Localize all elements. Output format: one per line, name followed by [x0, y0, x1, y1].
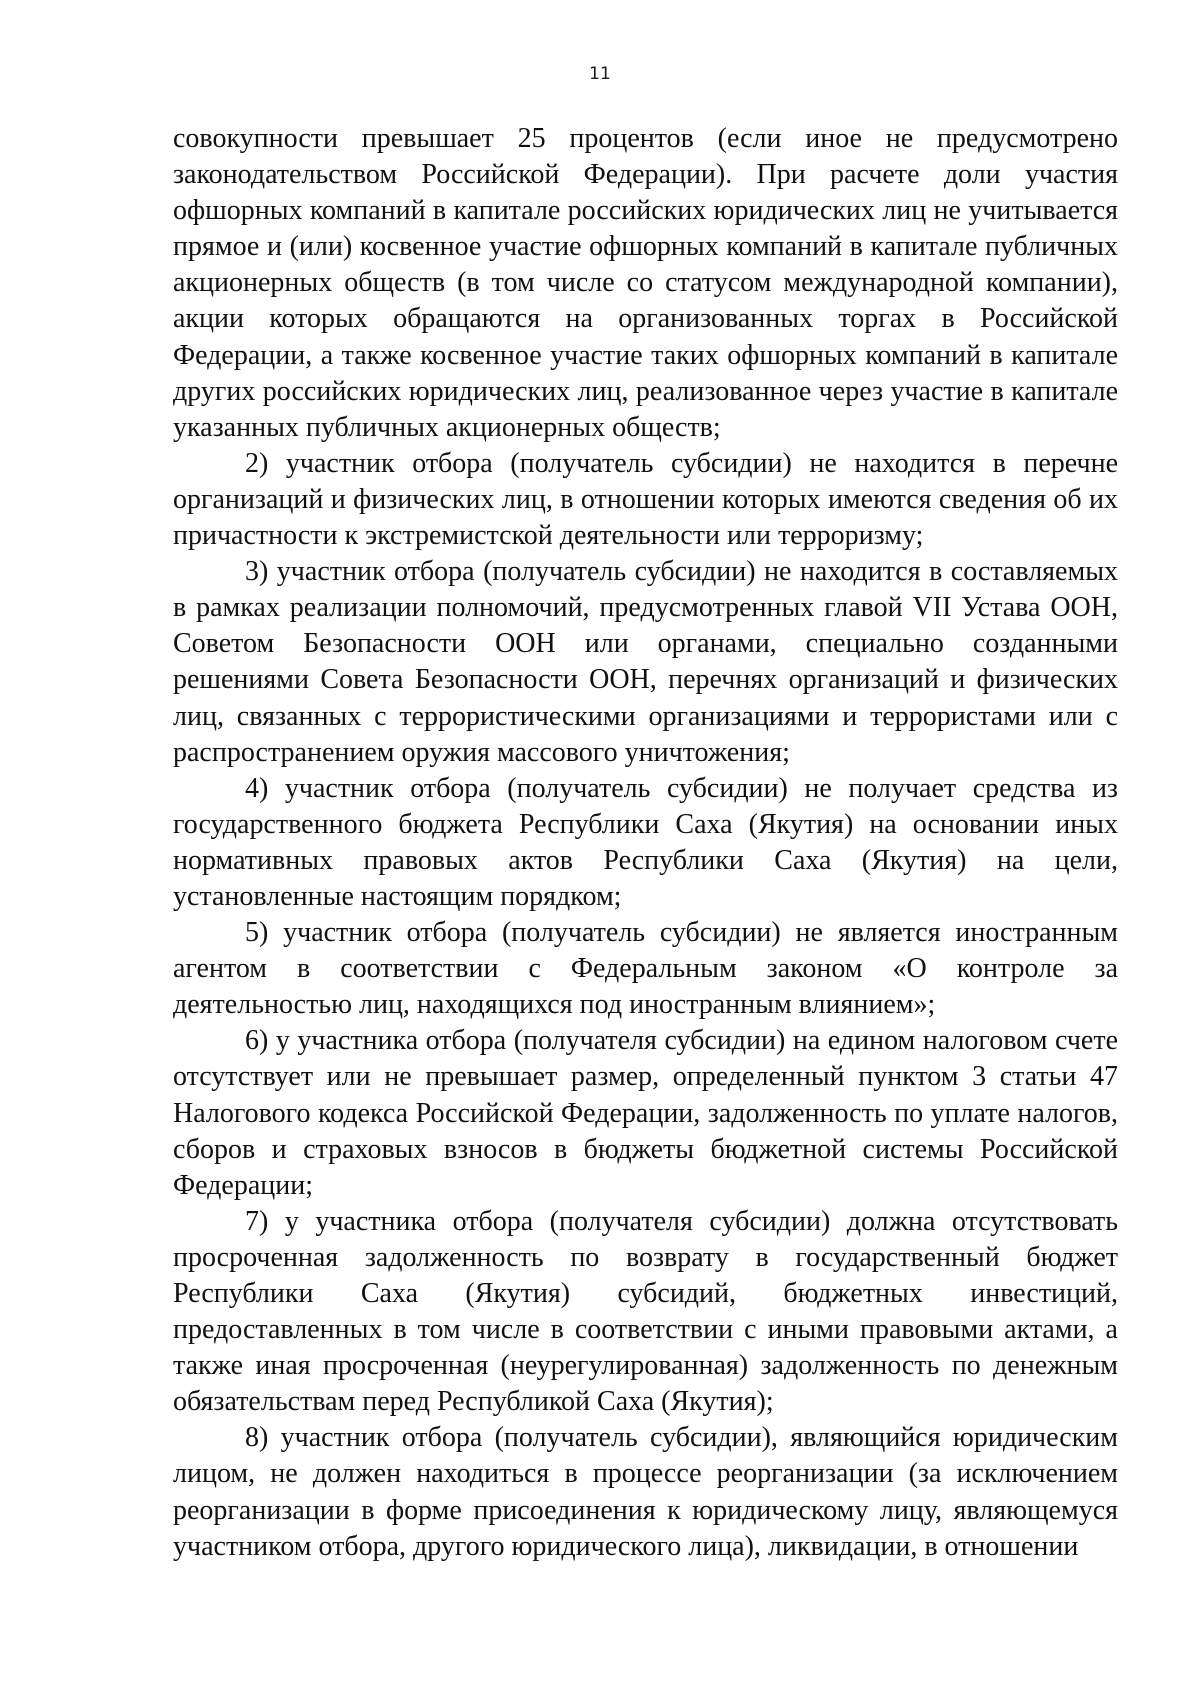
- paragraph-continuation: совокупности превышает 25 процентов (если иное не предусмотрено законодательством Российской Федерации). При расчете доли участия офшорных компаний в капитале российских юридических лиц не учитывается прямое и (или) косвенное участие офшорных компаний в капитале публичных акционерных обществ (в том числе со статусом международной компании), акции которых обращаются на организованных торгах в Российской Федерации, а также косвенное участие таких офшорных компаний в капитале других российских юридических лиц, реализованное через участие в капитале указанных публичных акционерных обществ;: [173, 123, 1118, 443]
- paragraph-item-8: 8) участник отбора (получатель субсидии), являющийся юридическим лицом, не должен находиться в процессе реорганизации (за исключением реорганизации в форме присоединения к юридическому лицу, являющемуся участником отбора, другого юридического лица), ликвидации, в отношении: [173, 1422, 1118, 1562]
- paragraph-item-6: 6) у участника отбора (получателя субсидии) на едином налоговом счете отсутствует или не превышает размер, определенный пунктом 3 статьи 47 Налогового кодекса Российской Федерации, задолженность по уплате налогов, сборов и страховых взносов в бюджеты бюджетной системы Российской Федерации;: [173, 1025, 1118, 1201]
- paragraph-item-3: 3) участник отбора (получатель субсидии) не находится в составляемых в рамках реализации полномочий, предусмотренных главой VII Устава ООН, Советом Безопасности ООН или органами, специально созданными решениями Совета Безопасности ООН, перечнях организаций и физических лиц, связанных с террористическими организациями и террористами или с распространением оружия массового уничтожения;: [173, 556, 1118, 768]
- page-number: 11: [589, 64, 611, 84]
- paragraph-item-2: 2) участник отбора (получатель субсидии) не находится в перечне организаций и физических лиц, в отношении которых имеются сведения об их причастности к экстремистской деятельности или терроризму;: [173, 447, 1118, 552]
- document-body: [173, 121, 1118, 1565]
- paragraph-item-7: 7) у участника отбора (получателя субсидии) должна отсутствовать просроченная задолженность по возврату в государственный бюджет Республики Саха (Якутия) субсидий, бюджетных инвестиций, предоставленных в том числе в соответствии с иными правовыми актами, а также иная просроченная (неурегулированная) задолженность по денежным обязательствам перед Республикой Саха (Якутия);: [173, 1205, 1118, 1418]
- paragraph-item-5: 5) участник отбора (получатель субсидии) не является иностранным агентом в соответствии с Федеральным законом «О контроле за деятельностью лиц, находящихся под иностранным влиянием»;: [173, 917, 1118, 1021]
- paragraph-item-4: 4) участник отбора (получатель субсидии) не получает средства из государственного бюджета Республики Саха (Якутия) на основании иных нормативных правовых актов Республики Саха (Якутия) на цели, установленные настоящим порядком;: [173, 772, 1118, 912]
